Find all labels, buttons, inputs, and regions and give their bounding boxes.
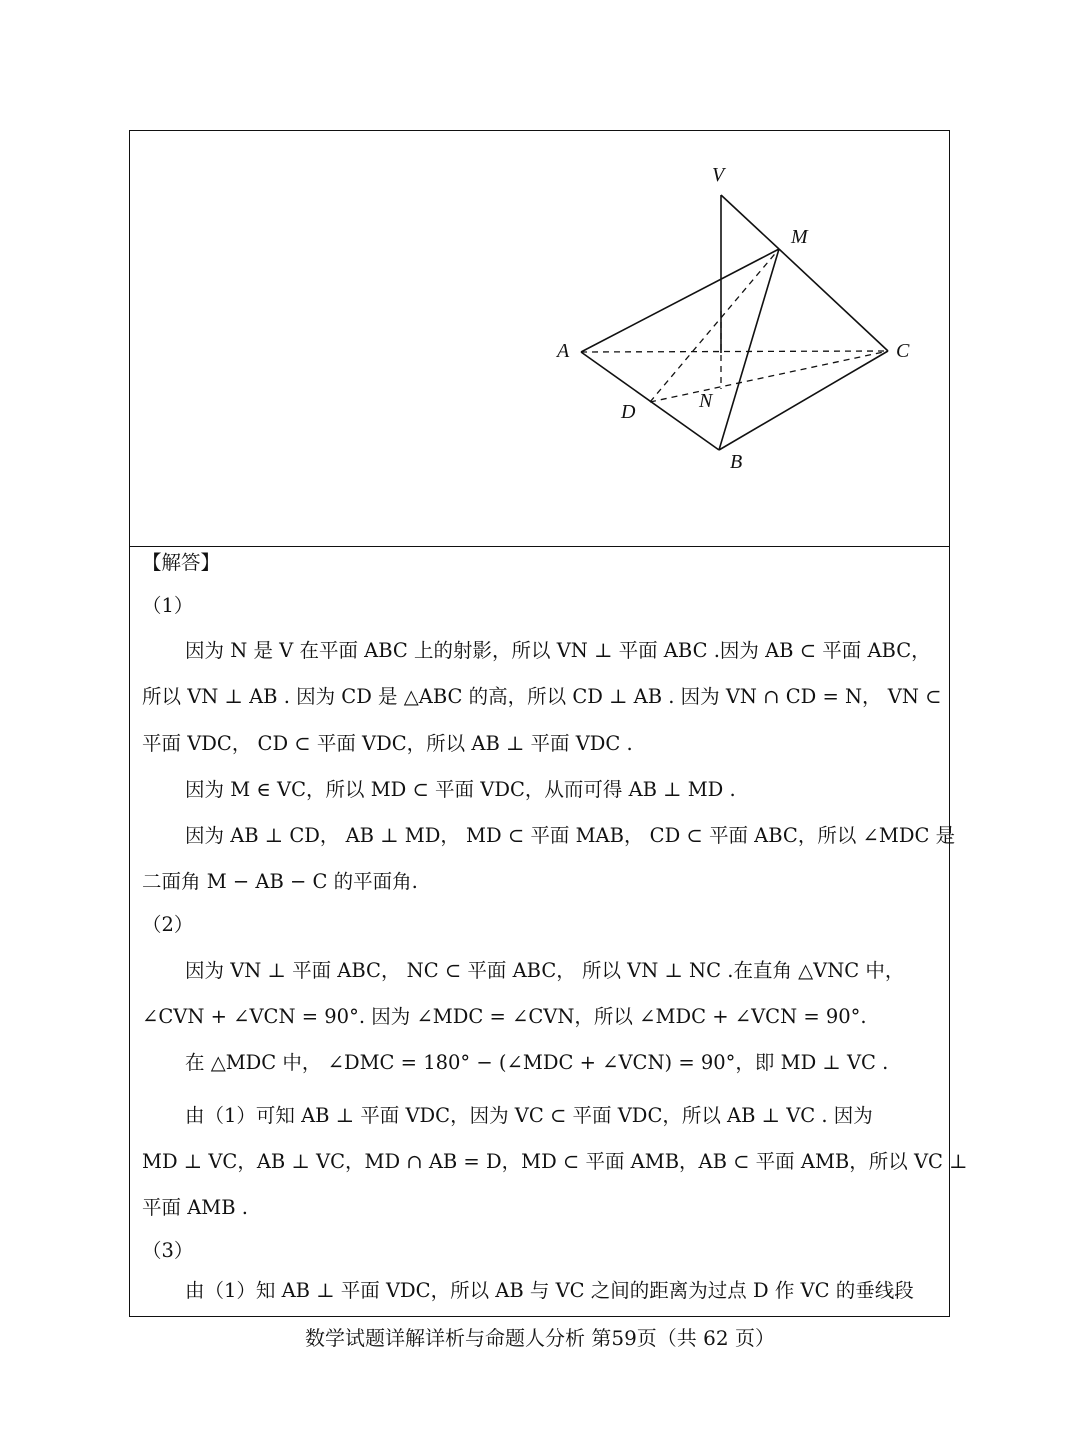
part1-line: 因为 M ∈ VC，所以 MD ⊂ 平面 VDC，从而可得 AB ⊥ MD . — [185, 778, 736, 801]
pyramid-diagram — [130, 131, 949, 545]
part2-line: MD ⊥ VC，AB ⊥ VC，MD ∩ AB = D，MD ⊂ 平面 AMB，AB ⊂ 平面 AMB，所以 VC ⊥ — [142, 1150, 968, 1173]
part1-line: 二面角 M − AB − C 的平面角. — [142, 870, 418, 893]
part2-line: 因为 VN ⊥ 平面 ABC， NC ⊂ 平面 ABC， 所以 VN ⊥ NC .在直角 △VNC 中， — [185, 959, 905, 982]
part2-line: 由（1）可知 AB ⊥ 平面 VDC，因为 VC ⊂ 平面 VDC，所以 AB ⊥ VC . 因为 — [185, 1104, 873, 1127]
point-label-M: M — [791, 226, 808, 248]
edge-VM — [721, 195, 779, 249]
answer-cell — [130, 547, 968, 1316]
point-label-C: C — [896, 340, 910, 362]
point-label-A: A — [557, 340, 570, 362]
edge-AM — [581, 249, 779, 352]
point-label-B: B — [730, 451, 743, 473]
part3-line: 由（1）知 AB ⊥ 平面 VDC，所以 AB 与 VC 之间的距离为过点 D 作 VC 的垂线段 — [185, 1279, 914, 1302]
answer-heading: 【解答】 — [142, 551, 221, 574]
point-label-D: D — [621, 401, 636, 423]
part1-line: 所以 VN ⊥ AB . 因为 CD 是 △ABC 的高，所以 CD ⊥ AB . 因为 VN ∩ CD = N， VN ⊂ — [142, 685, 942, 708]
part1-label: （1） — [142, 594, 194, 617]
part1-line: 平面 VDC， CD ⊂ 平面 VDC，所以 AB ⊥ 平面 VDC . — [142, 732, 633, 755]
part1-line: 因为 N 是 V 在平面 ABC 上的射影，所以 VN ⊥ 平面 ABC .因为 AB ⊂ 平面 ABC， — [185, 639, 931, 662]
page-footer: 数学试题详解详析与命题人分析 第59页（共 62 页） — [305, 1326, 775, 1350]
part2-label: （2） — [142, 913, 194, 936]
part2-line: 在 △MDC 中， ∠DMC = 180° − (∠MDC + ∠VCN) = 90°，即 MD ⊥ VC . — [185, 1051, 889, 1074]
part2-line: 平面 AMB . — [142, 1196, 248, 1219]
content-frame — [129, 130, 968, 1317]
figure-cell — [130, 131, 949, 547]
part1-line: 因为 AB ⊥ CD， AB ⊥ MD， MD ⊂ 平面 MAB， CD ⊂ 平面 ABC，所以 ∠MDC 是 — [185, 824, 956, 847]
edge-MC — [779, 249, 888, 351]
point-label-V: V — [712, 164, 725, 186]
point-label-N: N — [699, 390, 713, 412]
part2-line: ∠CVN + ∠VCN = 90°. 因为 ∠MDC = ∠CVN，所以 ∠MDC + ∠VCN = 90°. — [142, 1005, 867, 1028]
part3-label: （3） — [142, 1239, 194, 1262]
edge-AC — [581, 351, 888, 352]
